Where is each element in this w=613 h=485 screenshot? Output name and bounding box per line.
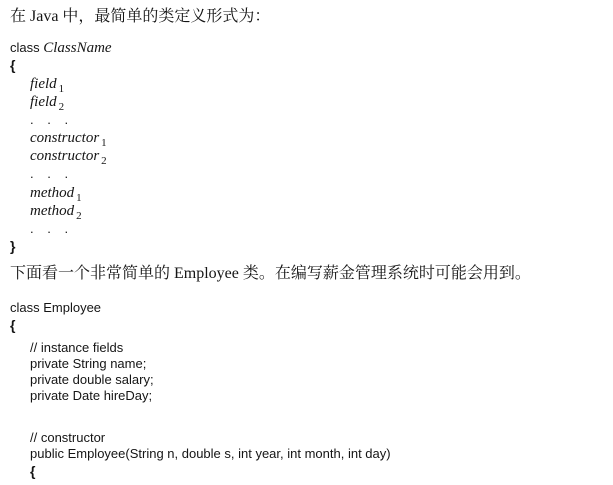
method-label: method [30, 185, 75, 201]
field-1-subscript: 1 [58, 83, 65, 95]
template-close-brace: } [10, 238, 16, 254]
field-salary-line: private double salary; [30, 372, 154, 387]
field-2-subscript: 2 [58, 101, 65, 113]
template-class-line [10, 40, 112, 57]
intro-text: 在 Java 中，最简单的类定义形式为： [10, 8, 271, 25]
field-label: field [30, 94, 57, 110]
field-ellipsis: . . . [30, 112, 74, 127]
employee-class-line: class Employee [10, 300, 102, 315]
class-keyword: class [10, 40, 40, 55]
method-1 [30, 185, 82, 203]
field-label: field [30, 76, 57, 92]
field-name-line: private String name; [30, 356, 147, 371]
constructor-2 [30, 148, 107, 166]
constructor-1-subscript: 1 [101, 137, 107, 149]
field-2 [30, 94, 64, 112]
method-ellipsis: . . . [30, 221, 74, 236]
constructor-label: constructor [30, 148, 100, 164]
field-1 [30, 76, 64, 94]
method-1-subscript: 1 [76, 192, 82, 204]
constructor-ellipsis: . . . [30, 166, 74, 181]
class-name: ClassName [43, 40, 112, 56]
constructor-open-brace: { [30, 463, 36, 479]
constructor-comment: // constructor [30, 430, 106, 445]
employee-intro-text: 下面看一个非常简单的 Employee 类。在编写薪金管理系统时可能会用到。 [10, 265, 531, 282]
employee-open-brace: { [10, 317, 16, 333]
method-2 [30, 203, 82, 221]
constructor-label: constructor [30, 130, 100, 146]
method-2-subscript: 2 [76, 210, 82, 222]
constructor-1 [30, 130, 107, 148]
field-hireday-line: private Date hireDay; [30, 388, 153, 403]
constructor-signature-line: public Employee(String n, double s, int year, int month, int day) [30, 446, 391, 461]
method-label: method [30, 203, 75, 219]
template-open-brace: { [10, 57, 16, 73]
instance-fields-comment: // instance fields [30, 340, 124, 355]
constructor-2-subscript: 2 [101, 155, 107, 167]
